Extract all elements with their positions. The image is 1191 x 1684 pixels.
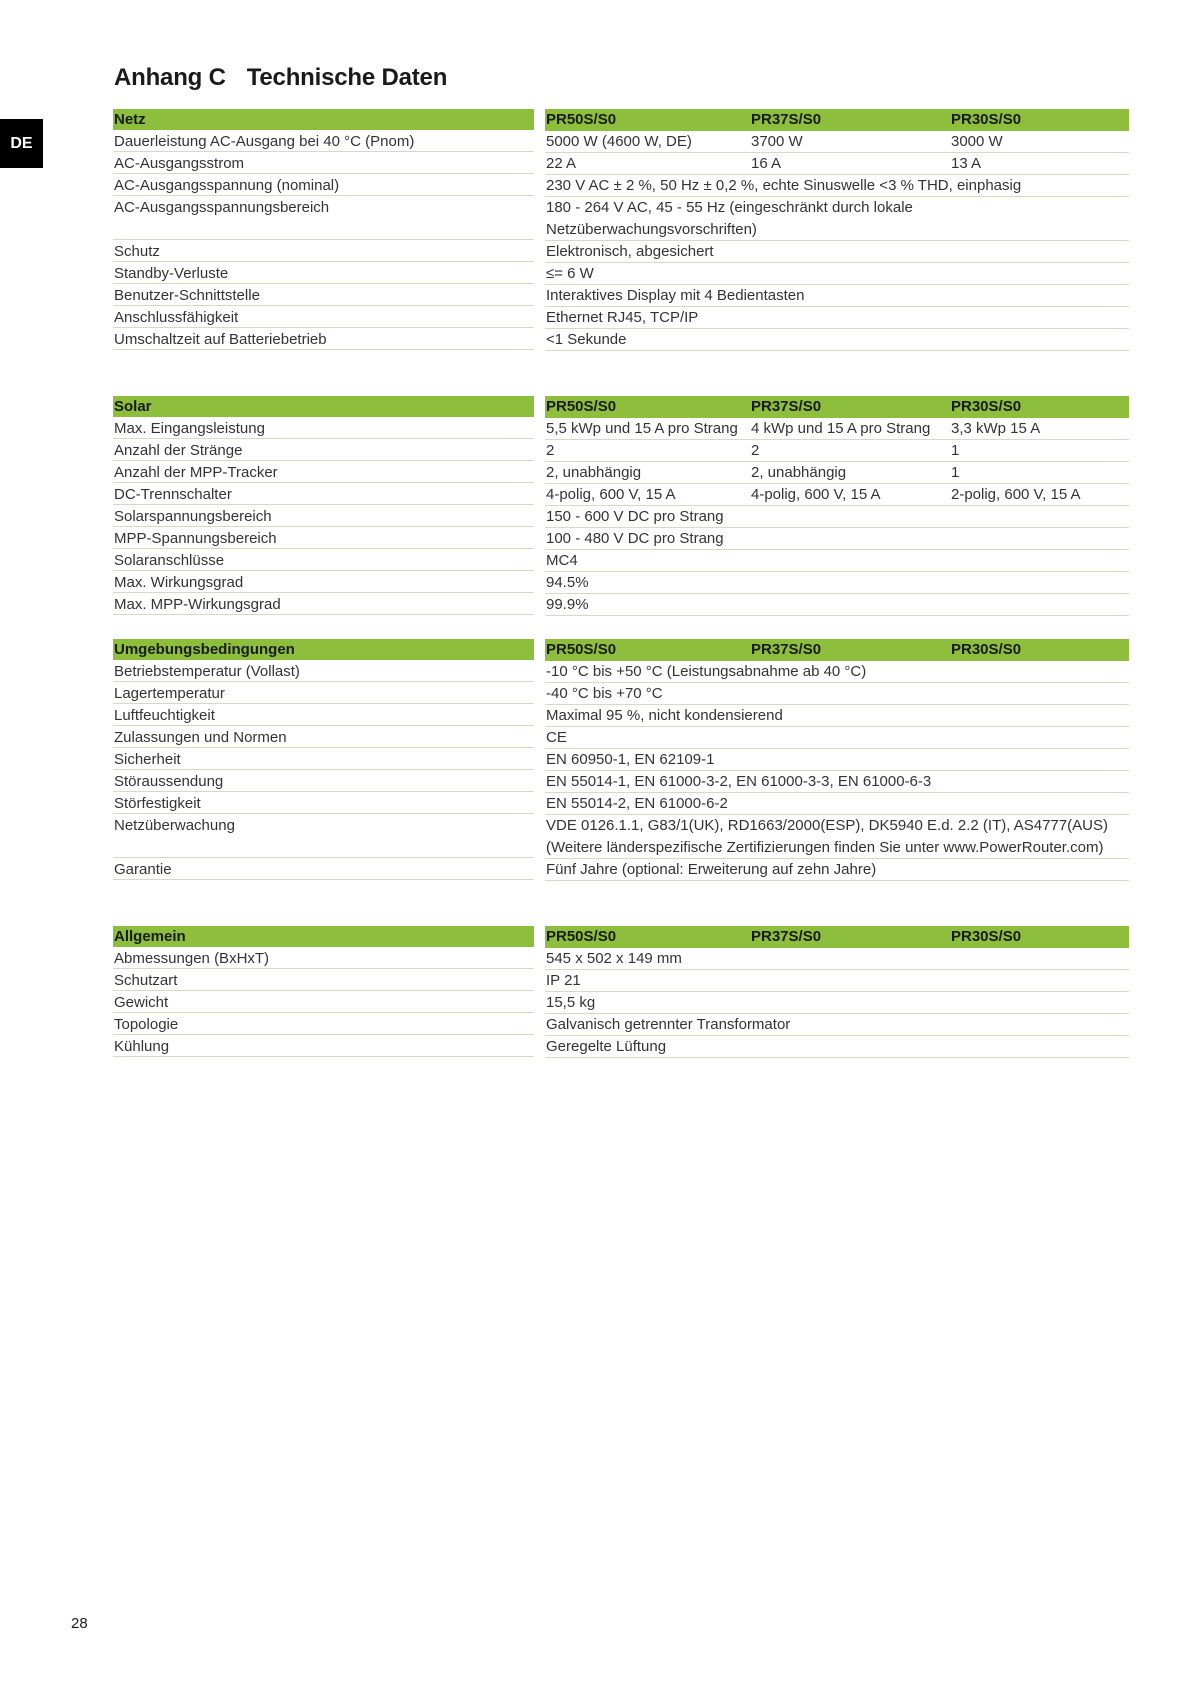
value: Maximal 95 %, nicht kondensierend (546, 707, 783, 724)
row-label: Störfestigkeit (113, 793, 534, 814)
value: 150 - 600 V DC pro Strang (546, 508, 724, 525)
value: EN 55014-1, EN 61000-3-2, EN 61000-3-3, EN 61000-6-3 (546, 773, 932, 790)
row-label: Dauerleistung AC-Ausgang bei 40 °C (Pnom) (113, 131, 534, 152)
col-header: PR50S/S0 (546, 398, 617, 415)
row-label: Garantie (113, 859, 534, 880)
value: IP 21 (546, 972, 581, 989)
value: 180 - 264 V AC, 45 - 55 Hz (eingeschränkt durch lokale (546, 199, 913, 216)
row-label: Anschlussfähigkeit (113, 307, 534, 328)
value: Netzüberwachungsvorschriften) (546, 221, 757, 238)
row-label: Benutzer-Schnittstelle (113, 285, 534, 306)
row-values (545, 175, 1129, 197)
row-label: Max. Wirkungsgrad (113, 572, 534, 593)
value: 100 - 480 V DC pro Strang (546, 530, 724, 547)
row-label: DC-Trennschalter (113, 484, 534, 505)
row-values (545, 594, 1129, 616)
value: ≤= 6 W (546, 265, 594, 282)
value: 22 A (546, 155, 577, 172)
row-label: Luftfeuchtigkeit (113, 705, 534, 726)
row-label: Anzahl der Stränge (113, 440, 534, 461)
section-title: Solar (113, 396, 534, 417)
value: 3700 W (751, 133, 803, 150)
row-values (545, 683, 1129, 705)
row-values (545, 859, 1129, 881)
value: EN 55014-2, EN 61000-6-2 (546, 795, 728, 812)
row-values (545, 241, 1129, 263)
value: 13 A (951, 155, 982, 172)
value: VDE 0126.1.1, G83/1(UK), RD1663/2000(ESP), DK5940 E.d. 2.2 (IT), AS4777(AUS) (546, 817, 1108, 834)
col-header: PR37S/S0 (751, 641, 822, 658)
value: Elektronisch, abgesichert (546, 243, 714, 260)
value: MC4 (546, 552, 578, 569)
value: 5000 W (4600 W, DE) (546, 133, 692, 150)
value: (Weitere länderspezifische Zertifizierungen finden Sie unter www.PowerRouter.com) (546, 839, 1104, 856)
value: 4-polig, 600 V, 15 A (751, 486, 881, 503)
value: Interaktives Display mit 4 Bedientasten (546, 287, 805, 304)
row-values (545, 749, 1129, 771)
value: 545 x 502 x 149 mm (546, 950, 682, 967)
row-values (545, 727, 1129, 749)
row-label: Topologie (113, 1014, 534, 1035)
row-values (545, 197, 1129, 241)
header-models (545, 926, 1129, 948)
col-header: PR37S/S0 (751, 398, 822, 415)
value: 2 (751, 442, 760, 459)
row-label: Solarspannungsbereich (113, 506, 534, 527)
title-main: Technische Daten (246, 64, 448, 91)
col-header: PR30S/S0 (951, 641, 1022, 658)
row-label: Umschaltzeit auf Batteriebetrieb (113, 329, 534, 350)
row-values (545, 285, 1129, 307)
value: 3000 W (951, 133, 1003, 150)
value: 2, unabhängig (751, 464, 847, 481)
row-label: AC-Ausgangsspannung (nominal) (113, 175, 534, 196)
row-values (545, 793, 1129, 815)
row-label: Schutz (113, 241, 534, 262)
row-values (545, 970, 1129, 992)
value: Galvanisch getrennter Transformator (546, 1016, 791, 1033)
value: EN 60950-1, EN 62109-1 (546, 751, 715, 768)
value: 4 kWp und 15 A pro Strang (751, 420, 931, 437)
row-values (545, 572, 1129, 594)
row-label: Störaussendung (113, 771, 534, 792)
row-values (545, 329, 1129, 351)
value: 5,5 kWp und 15 A pro Strang (546, 420, 738, 437)
row-label: Gewicht (113, 992, 534, 1013)
value: -40 °C bis +70 °C (546, 685, 663, 702)
language-tab: DE (0, 119, 43, 168)
col-header: PR50S/S0 (546, 111, 617, 128)
col-header: PR30S/S0 (951, 111, 1022, 128)
value: 2-polig, 600 V, 15 A (951, 486, 1081, 503)
row-values (545, 992, 1129, 1014)
row-values (545, 1036, 1129, 1058)
row-values (545, 705, 1129, 727)
row-values (545, 815, 1129, 859)
value: CE (546, 729, 567, 746)
row-label: Betriebstemperatur (Vollast) (113, 661, 534, 682)
value: 94.5% (546, 574, 589, 591)
row-label: Schutzart (113, 970, 534, 991)
row-label: Abmessungen (BxHxT) (113, 948, 534, 969)
row-values (545, 506, 1129, 528)
row-values (545, 440, 1129, 462)
header-models (545, 639, 1129, 661)
page-title (114, 64, 447, 92)
value: 16 A (751, 155, 782, 172)
row-label: Lagertemperatur (113, 683, 534, 704)
row-values (545, 528, 1129, 550)
row-label: Netzüberwachung (113, 815, 534, 858)
value: 1 (951, 464, 960, 481)
value: -10 °C bis +50 °C (Leistungsabnahme ab 40 °C) (546, 663, 867, 680)
header-models (545, 109, 1129, 131)
value: 1 (951, 442, 960, 459)
col-header: PR50S/S0 (546, 928, 617, 945)
row-label: MPP-Spannungsbereich (113, 528, 534, 549)
row-values (545, 771, 1129, 793)
row-values (545, 948, 1129, 970)
row-values (545, 661, 1129, 683)
row-label: Max. MPP-Wirkungsgrad (113, 594, 534, 615)
col-header: PR30S/S0 (951, 398, 1022, 415)
value: Geregelte Lüftung (546, 1038, 667, 1055)
row-values (545, 153, 1129, 175)
value: 99.9% (546, 596, 589, 613)
value: 2, unabhängig (546, 464, 642, 481)
row-label: Kühlung (113, 1036, 534, 1057)
value: 2 (546, 442, 555, 459)
title-prefix: Anhang C (114, 64, 226, 91)
row-values (545, 418, 1129, 440)
row-values (545, 307, 1129, 329)
page-number: 28 (71, 1615, 88, 1632)
col-header: PR50S/S0 (546, 641, 617, 658)
section-title: Allgemein (113, 926, 534, 947)
row-values (545, 550, 1129, 572)
row-values (545, 131, 1129, 153)
row-label: AC-Ausgangsstrom (113, 153, 534, 174)
row-label: Anzahl der MPP-Tracker (113, 462, 534, 483)
section-title: Netz (113, 109, 534, 130)
row-label: Max. Eingangsleistung (113, 418, 534, 439)
row-values (545, 462, 1129, 484)
value: 230 V AC ± 2 %, 50 Hz ± 0,2 %, echte Sinuswelle <3 % THD, einphasig (546, 177, 1022, 194)
value: 4-polig, 600 V, 15 A (546, 486, 676, 503)
row-values (545, 484, 1129, 506)
row-label: Solaranschlüsse (113, 550, 534, 571)
row-values (545, 263, 1129, 285)
row-label: Standby-Verluste (113, 263, 534, 284)
value: 15,5 kg (546, 994, 596, 1011)
header-models (545, 396, 1129, 418)
col-header: PR37S/S0 (751, 111, 822, 128)
section-title: Umgebungsbedingungen (113, 639, 534, 660)
value: Fünf Jahre (optional: Erweiterung auf zehn Jahre) (546, 861, 877, 878)
row-label: Zulassungen und Normen (113, 727, 534, 748)
col-header: PR30S/S0 (951, 928, 1022, 945)
value: 3,3 kWp 15 A (951, 420, 1041, 437)
row-label: Sicherheit (113, 749, 534, 770)
row-values (545, 1014, 1129, 1036)
col-header: PR37S/S0 (751, 928, 822, 945)
value: <1 Sekunde (546, 331, 627, 348)
row-label: AC-Ausgangsspannungsbereich (113, 197, 534, 240)
value: Ethernet RJ45, TCP/IP (546, 309, 699, 326)
